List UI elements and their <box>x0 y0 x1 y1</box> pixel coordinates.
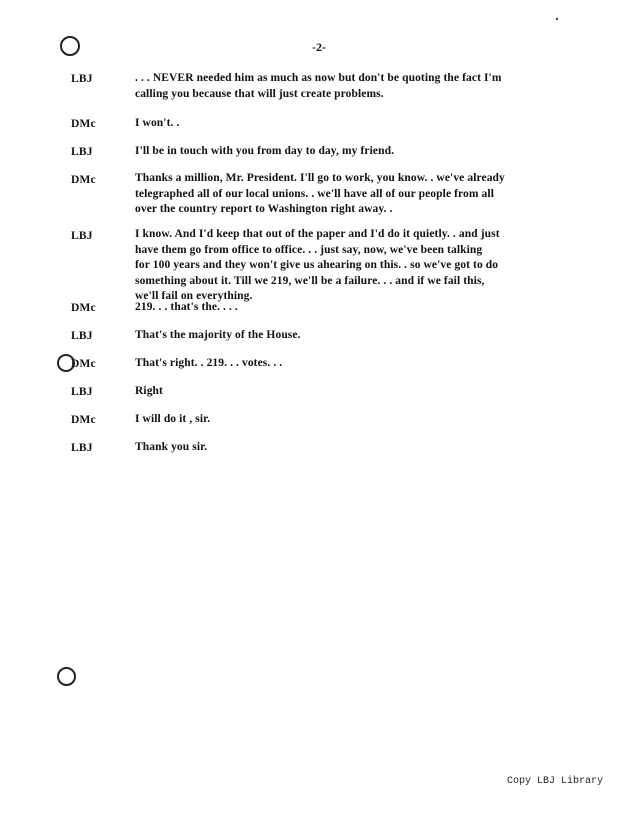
speaker-label: LBJ <box>71 442 93 454</box>
punch-hole-bottom <box>57 667 76 686</box>
speech-text <box>135 328 580 344</box>
speaker-label: LBJ <box>71 330 93 342</box>
speech-line: . . . NEVER needed him as much as now but don't be quoting the fact I'm <box>135 72 502 84</box>
speech-line: Thank you sir. <box>135 441 208 453</box>
speech-line: we'll fail on everything. <box>135 290 253 302</box>
speech-line: telegraphed all of our local unions. . we'll have all of our people from all <box>135 187 494 200</box>
speaker-label: DMc <box>71 174 96 186</box>
speech-line: Right <box>135 385 163 397</box>
speech-text <box>135 71 580 102</box>
speech-line: have them go from office to office. . . just say, now, we've been talking <box>135 243 483 256</box>
speech-line: something about it. Till we 219, we'll be a failure. . . and if we fail this, <box>135 274 485 287</box>
scan-speck <box>556 18 558 20</box>
speech-line: for 100 years and they won't give us ahearing on this. . so we've got to do <box>135 259 499 271</box>
speech-text <box>135 300 580 316</box>
speech-line: 219. . . that's the. . . . <box>135 301 238 313</box>
speech-line: calling you because that will just create problems. <box>135 87 384 100</box>
speech-line: I know. And I'd keep that out of the paper and I'd do it quietly. . and just <box>135 228 500 240</box>
footer-copy-notice: Copy LBJ Library <box>507 776 604 787</box>
speech-text <box>135 171 580 218</box>
speech-line: I will do it , sir. <box>135 413 211 425</box>
speaker-label: DMc <box>71 302 96 314</box>
speaker-label: DMc <box>71 118 96 130</box>
speaker-label: DMc <box>71 358 96 370</box>
speech-text <box>135 144 580 160</box>
speaker-label: LBJ <box>71 230 93 242</box>
speech-text <box>135 384 580 400</box>
page-number: -2- <box>312 40 326 54</box>
speaker-label: DMc <box>71 414 96 426</box>
speech-text <box>135 412 580 428</box>
speech-line: That's right. . 219. . . votes. . . <box>135 357 283 369</box>
speech-line: Thanks a million, Mr. President. I'll go to work, you know. . we've already <box>135 172 505 184</box>
speaker-label: LBJ <box>71 386 93 398</box>
speech-line: over the country report to Washington right away. . <box>135 203 393 215</box>
speaker-label: LBJ <box>71 146 93 158</box>
speech-line: I'll be in touch with you from day to day, my friend. <box>135 145 395 157</box>
speech-text <box>135 440 580 456</box>
speech-line: I won't. . <box>135 117 180 129</box>
speech-text <box>135 116 580 132</box>
speech-line: That's the majority of the House. <box>135 329 301 341</box>
speaker-label: LBJ <box>71 73 93 85</box>
speech-text <box>135 356 580 372</box>
speech-text <box>135 227 580 305</box>
punch-hole-top <box>60 36 80 56</box>
